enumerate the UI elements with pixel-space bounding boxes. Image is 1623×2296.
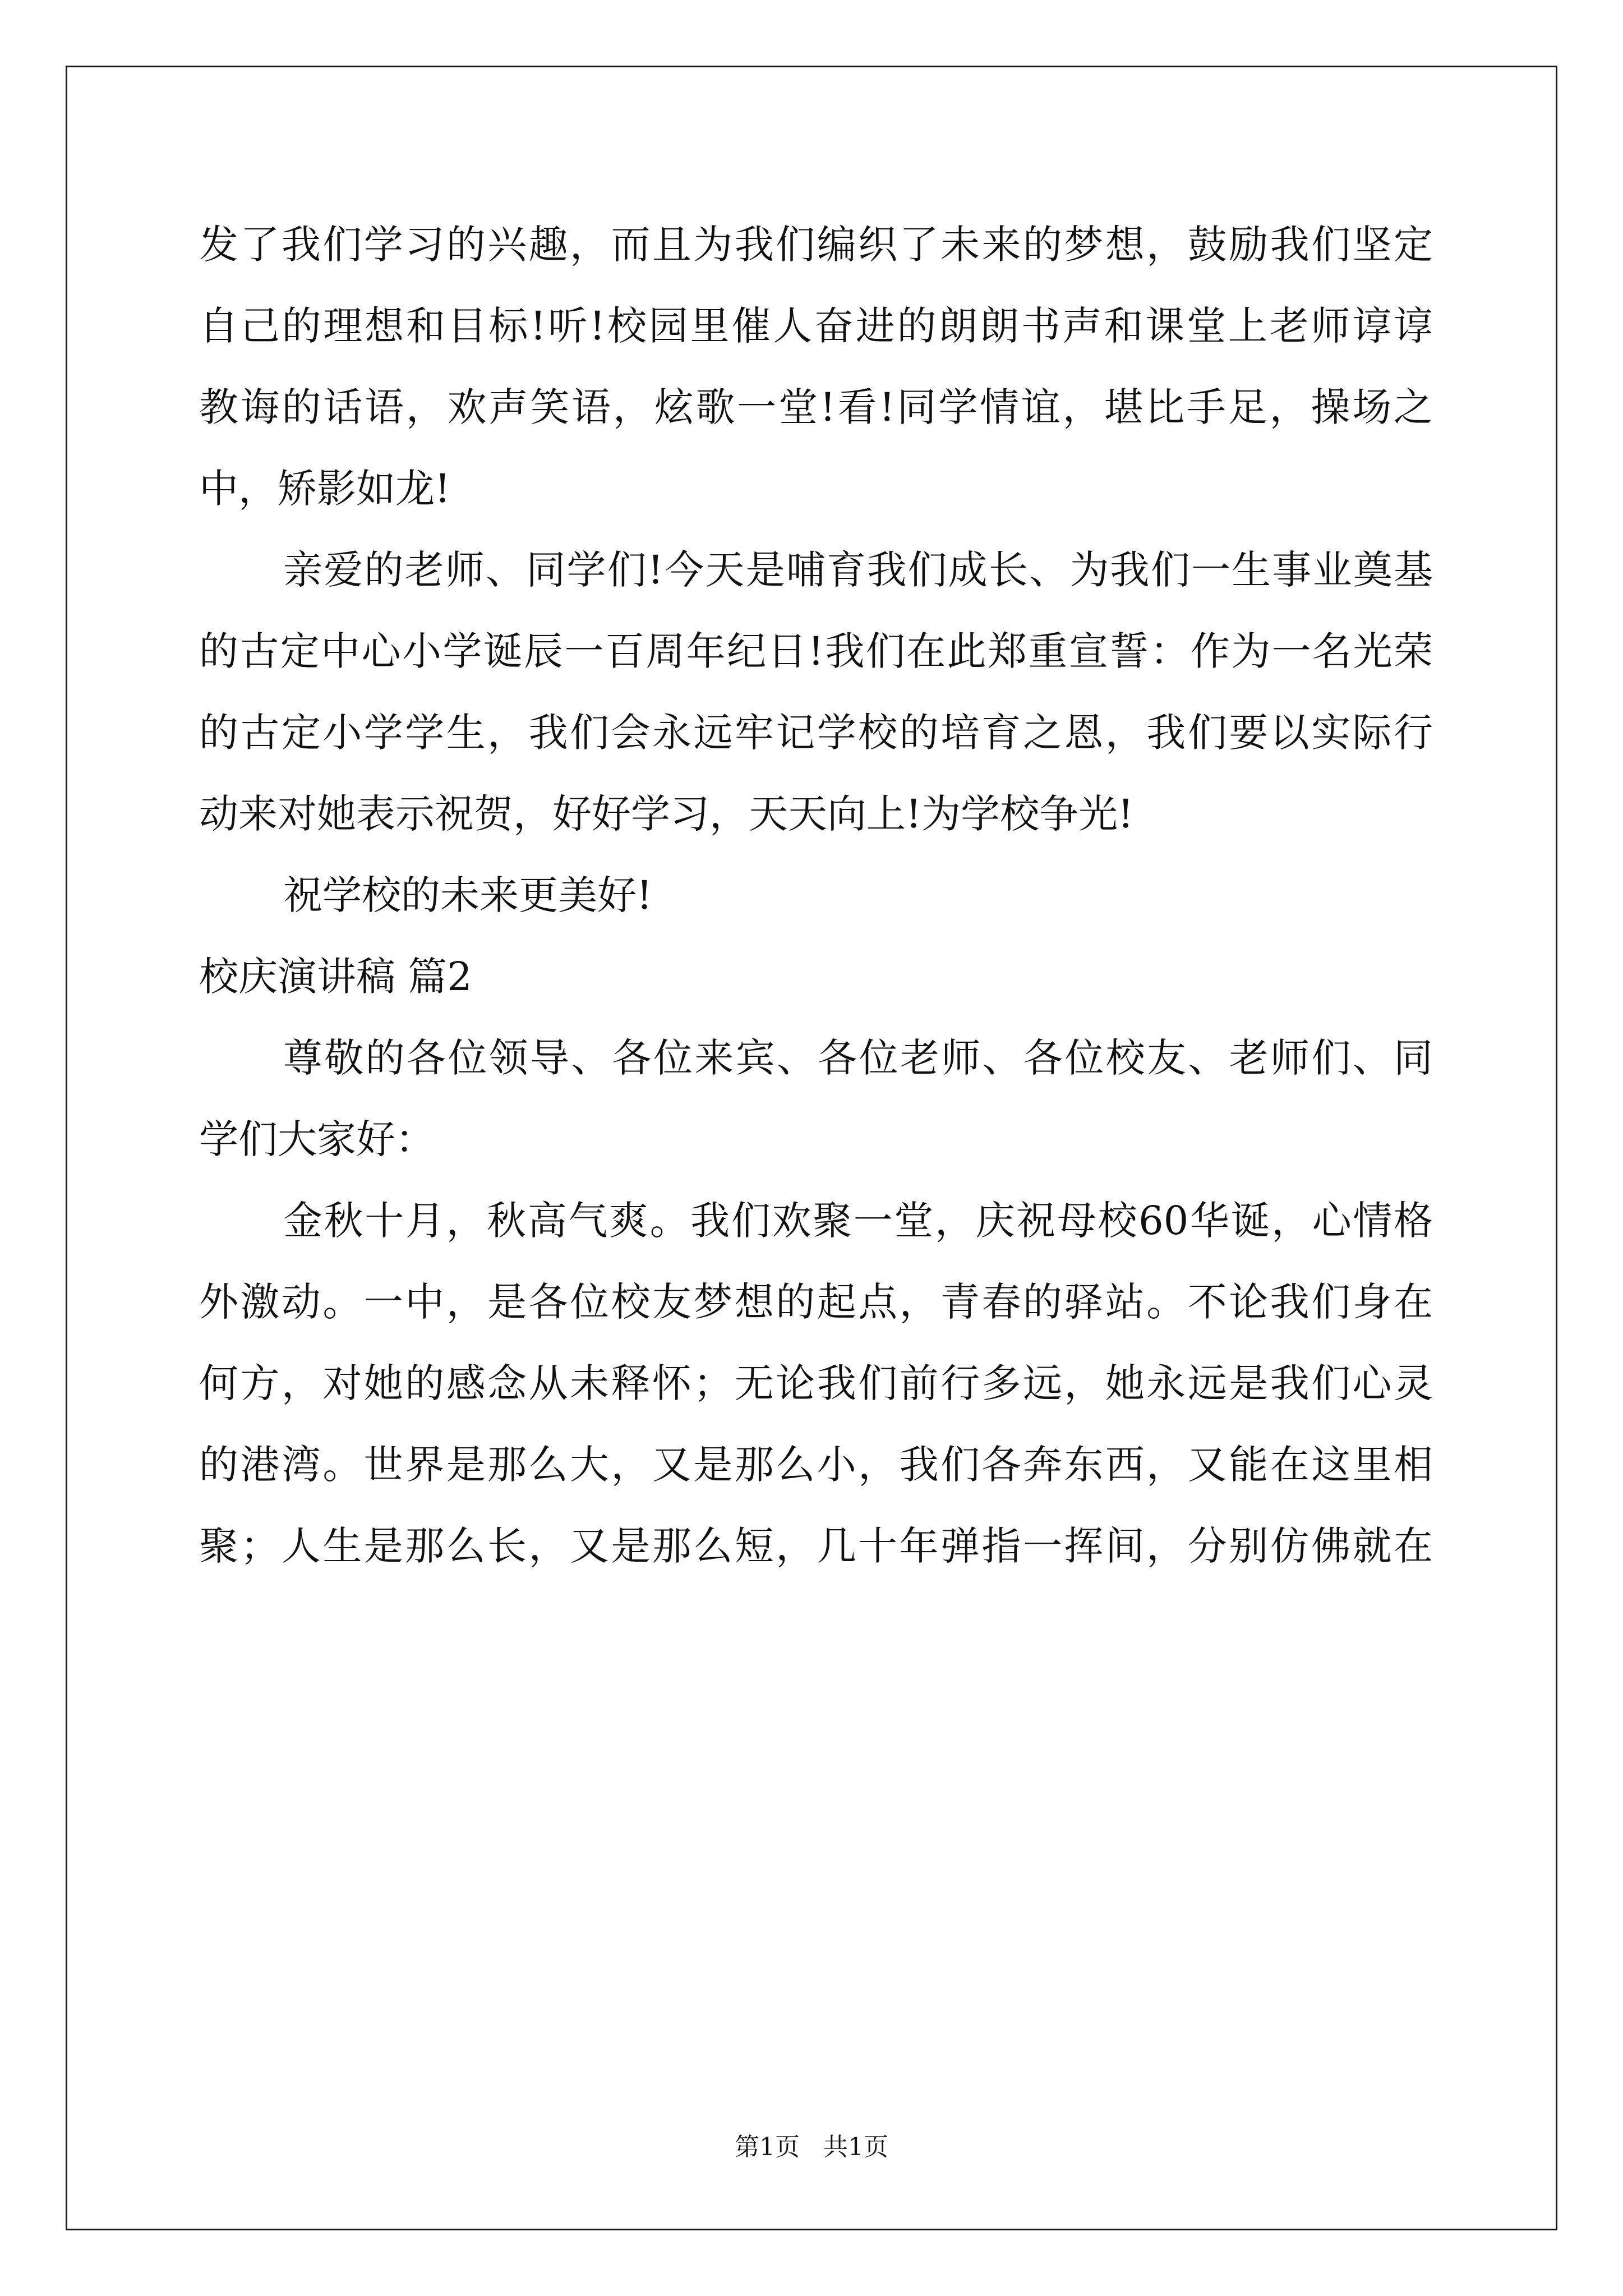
text-line: 中，矫影如龙! xyxy=(199,466,451,512)
text-line: 发了我们学习的兴趣，而且为我们编织了未来的梦想，鼓励我们坚定 xyxy=(199,222,1433,268)
text-line: 聚；人生是那么长，又是那么短，几十年弹指一挥间，分别仿佛就在 xyxy=(199,1523,1433,1569)
paragraph-start-line: 尊敬的各位领导、各位来宾、各位老师、各位校友、老师们、同 xyxy=(283,1035,1433,1081)
text-line: 的古定中心小学诞辰一百周年纪日!我们在此郑重宣誓：作为一名光荣 xyxy=(199,628,1433,674)
text-line: 外激动。一中，是各位校友梦想的起点，青春的驿站。不论我们身在 xyxy=(199,1279,1433,1325)
paragraph-start-line: 祝学校的未来更美好! xyxy=(283,872,653,918)
text-line: 的港湾。世界是那么大，又是那么小，我们各奔东西，又能在这里相 xyxy=(199,1442,1433,1488)
text-line: 何方，对她的感念从未释怀；无论我们前行多远，她永远是我们心灵 xyxy=(199,1360,1433,1406)
document-body xyxy=(199,204,1433,1587)
page-number: 第1页 共1页 xyxy=(735,2133,888,2161)
text-line: 学们大家好： xyxy=(199,1116,435,1162)
text-line: 动来对她表示祝贺，好好学习，天天向上!为学校争光! xyxy=(199,791,1134,837)
paragraph-start-line: 金秋十月，秋高气爽。我们欢聚一堂，庆祝母校60华诞，心情格 xyxy=(283,1198,1433,1244)
section-heading: 校庆演讲稿 篇2 xyxy=(199,954,472,1000)
text-line: 的古定小学学生，我们会永远牢记学校的培育之恩，我们要以实际行 xyxy=(199,710,1433,756)
page-footer xyxy=(0,2131,1623,2164)
text-line: 教诲的话语，欢声笑语，炫歌一堂!看!同学情谊，堪比手足，操场之 xyxy=(199,384,1433,430)
paragraph-start-line: 亲爱的老师、同学们!今天是哺育我们成长、为我们一生事业奠基 xyxy=(283,547,1433,593)
text-line: 自己的理想和目标!听!校园里催人奋进的朗朗书声和课堂上老师谆谆 xyxy=(199,303,1433,349)
